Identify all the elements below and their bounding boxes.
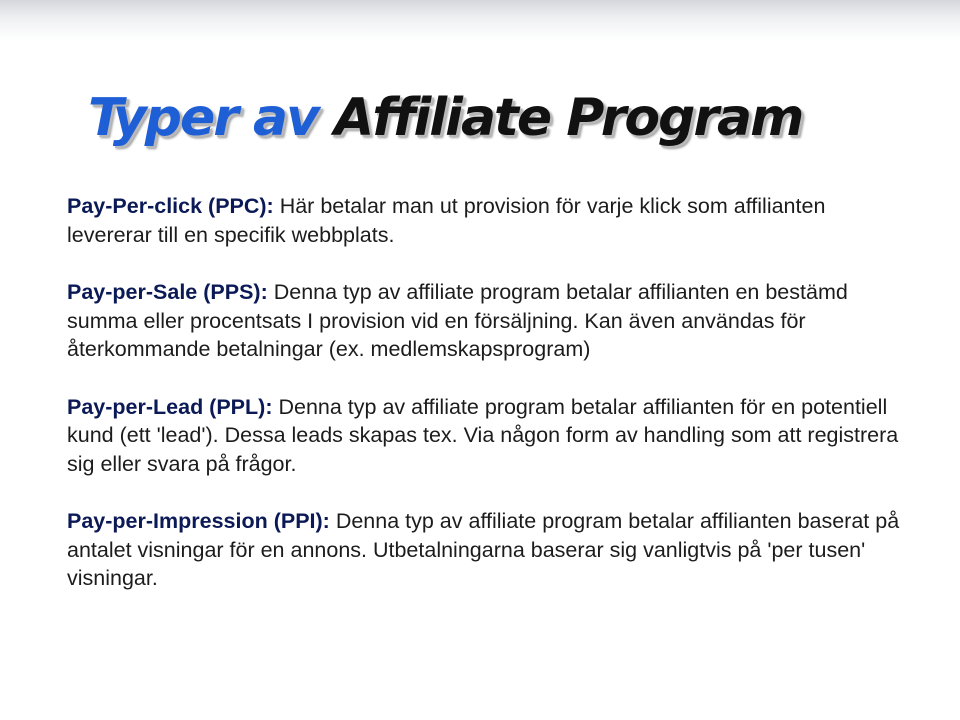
paragraph-ppi: [67, 507, 907, 593]
term-ppl: Pay-per-Lead (PPL):: [67, 394, 273, 419]
slide-body: [67, 192, 907, 622]
description-ppc: Här betalar man ut provision för varje klick som affilianten levererar till en specifik webbplats.: [67, 194, 826, 247]
paragraph-ppl: [67, 393, 907, 479]
term-ppi: Pay-per-Impression (PPI):: [67, 509, 330, 533]
slide-title: [88, 82, 802, 154]
paragraph-ppc: [67, 192, 907, 249]
description-ppi: Denna typ av affiliate program betalar affilianten baserat på antalet visningar för en annons. Utbetalningarna baserar sig vanligtvis på 'per tusen' visningar.: [67, 509, 900, 590]
term-ppc: Pay-Per-click (PPC):: [67, 194, 274, 218]
description-pps: Denna typ av affiliate program betalar affilianten en bestämd summa eller procentsats I provision vid en försäljning. Kan även användas för återkommande betalningar (ex. medlemskapsprogram): [67, 280, 848, 361]
term-pps: Pay-per-Sale (PPS):: [67, 280, 268, 304]
title-part-1: Typer av: [88, 88, 318, 148]
title-part-2: Affiliate Program: [333, 88, 803, 148]
description-ppl: Denna typ av affiliate program betalar affilianten för en potentiell kund (ett 'lead'). Dessa leads skapas tex. Via någon form av handling som att registrera sig eller svara på frågor.: [67, 394, 899, 476]
paragraph-pps: [67, 278, 907, 364]
